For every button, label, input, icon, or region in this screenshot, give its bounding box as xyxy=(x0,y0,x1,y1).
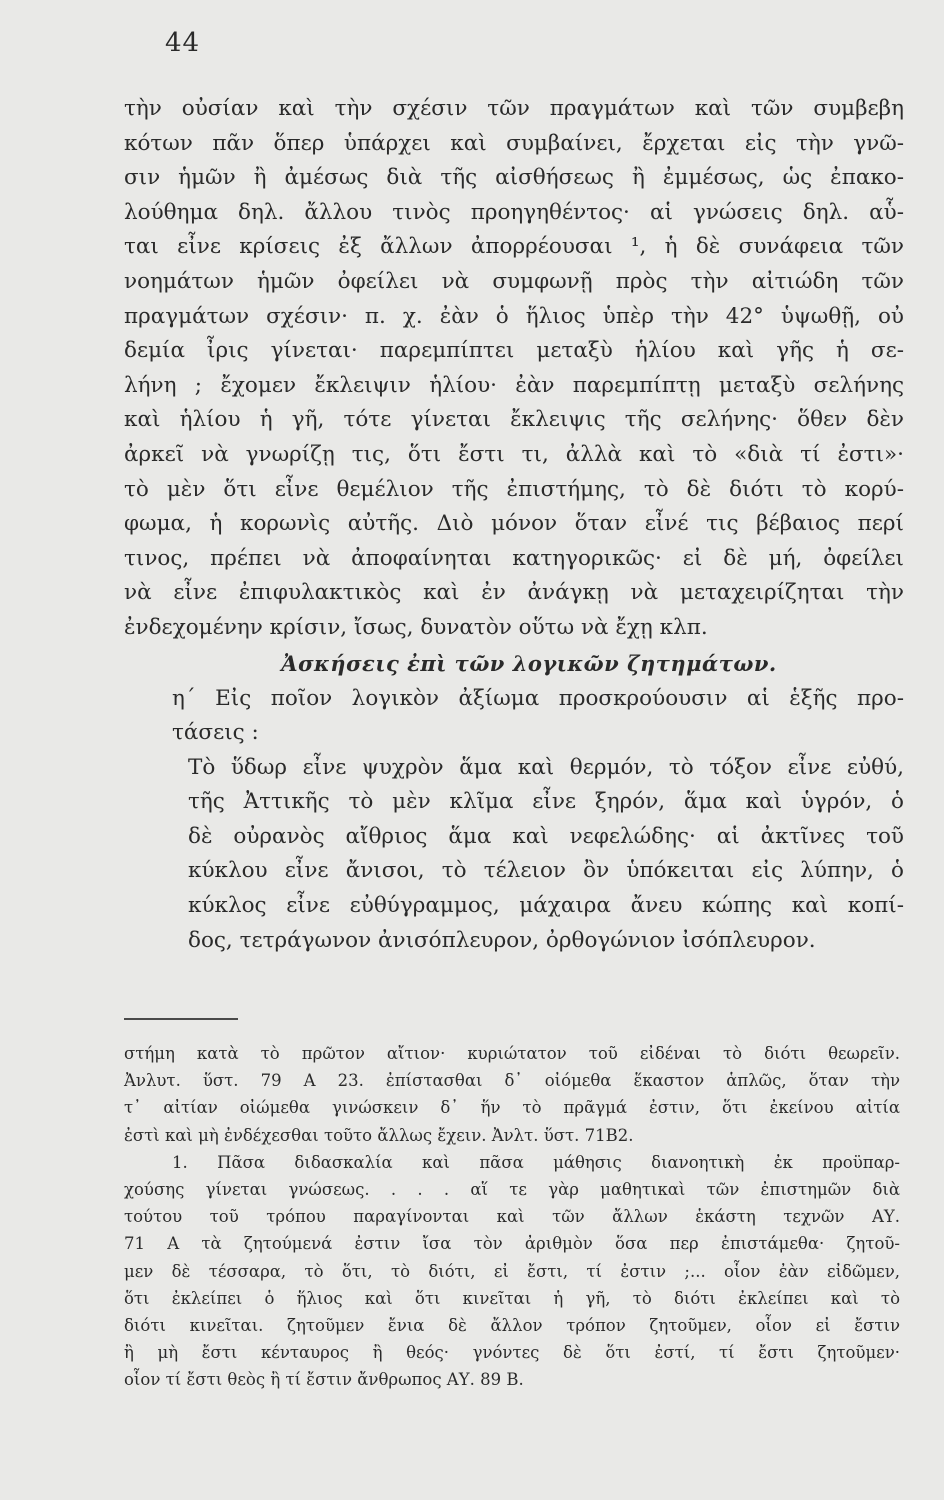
footnote-line: Ἀνλυτ. ὕστ. 79 Α 23. ἐπίστασθαι δ᾽ οἰόμεθα ἕκαστον ἁπλῶς, ὅταν τὴν xyxy=(124,1071,900,1091)
footnote-line: τ᾽ αἰτίαν οἰώμεθα γινώσκειν δ᾽ ἥν τὸ πρᾶγμά ἐστιν, ὅτι ἐκείνου αἰτία xyxy=(124,1098,900,1118)
exercise-intro-line: τάσεις : xyxy=(172,720,259,746)
footnote-line: ἢ μὴ ἔστι κένταυρος ἢ θεός· γνόντες δὲ ὅτι ἐστί, τί ἔστι ζητοῦμεν· xyxy=(124,1343,900,1363)
text-line: νοημάτων ἡμῶν ὀφείλει νὰ συμφωνῇ πρὸς τὴν αἰτιώδη τῶν xyxy=(124,268,904,294)
footnote-line: μεν δὲ τέσσαρα, τὸ ὅτι, τὸ διότι, εἰ ἔστι, τί ἐστιν ;... οἷον ἐὰν εἰδῶμεν, xyxy=(124,1261,900,1281)
footnote-line: 1. Πᾶσα διδασκαλία καὶ πᾶσα μάθησις διανοητικὴ ἐκ προϋπαρ- xyxy=(172,1152,900,1172)
footnote-line: ἐστὶ καὶ μὴ ἐνδέχεσθαι τοῦτο ἄλλως ἔχειν. Ἀνλτ. ὕστ. 71Β2. xyxy=(124,1125,634,1145)
exercise-intro-line: η´ Εἰς ποῖον λογικὸν ἀξίωμα προσκρούουσιν αἱ ἑξῆς προ- xyxy=(172,685,904,711)
text-line: τὴν οὐσίαν καὶ τὴν σχέσιν τῶν πραγμάτων καὶ τῶν συμβεβη xyxy=(124,96,904,121)
text-line: ἐνδεχομένην κρίσιν, ἴσως, δυνατὸν οὕτω νὰ ἔχῃ κλπ. xyxy=(124,614,708,640)
text-line: λούθημα δηλ. ἄλλου τινὸς προηγηθέντος· αἱ γνώσεις δηλ. αὗ- xyxy=(124,199,904,225)
text-line: τινος, πρέπει νὰ ἀποφαίνηται κατηγορικῶς· εἰ δὲ μή, ὀφείλει xyxy=(124,545,904,571)
footnote-line: διότι κινεῖται. ζητοῦμεν ἔνια δὲ ἄλλον τρόπον ζητοῦμεν, οἷον εἰ ἔστιν xyxy=(124,1315,900,1335)
footnotes xyxy=(124,1040,900,1393)
main-text xyxy=(124,92,904,958)
text-line: πραγμάτων σχέσιν· π. χ. ἐὰν ὁ ἥλιος ὑπὲρ τὴν 42° ὑψωθῇ, οὐ xyxy=(124,303,904,329)
footnote-line: οἷον τί ἔστι θεὸς ἢ τί ἔστιν ἄνθρωπος ΑΥ. 89 Β. xyxy=(124,1370,524,1390)
footnote-line: 71 Α τὰ ζητούμενά ἐστιν ἴσα τὸν ἀριθμὸν ὅσα περ ἐπιστάμεθα· ζητοῦ- xyxy=(124,1234,900,1254)
text-line: κότων πᾶν ὅπερ ὑπάρχει καὶ συμβαίνει, ἔρχεται εἰς τὴν γνῶ- xyxy=(124,130,904,156)
text-line: φωμα, ἡ κορωνὶς αὐτῆς. Διὸ μόνον ὅταν εἶνέ τις βέβαιος περί xyxy=(124,511,904,537)
exercise-line: δος, τετράγωνον ἀνισόπλευρον, ὀρθογώνιον ἰσόπλευρον. xyxy=(188,927,816,953)
section-heading: Ἀσκήσεις ἐπὶ τῶν λογικῶν ζητημάτων. xyxy=(281,650,777,676)
text-line: καὶ ἡλίου ἡ γῆ, τότε γίνεται ἔκλειψις τῆς σελήνης· ὅθεν δὲν xyxy=(124,407,904,433)
text-line: τὸ μὲν ὅτι εἶνε θεμέλιον τῆς ἐπιστήμης, τὸ δὲ διότι τὸ κορύ- xyxy=(124,476,904,502)
exercise-line: κύκλου εἶνε ἄνισοι, τὸ τέλειον ὂν ὑπόκειται εἰς λύπην, ὁ xyxy=(188,858,904,884)
text-line: λήνη ; ἔχομεν ἔκλειψιν ἡλίου· ἐὰν παρεμπίπτῃ μεταξὺ σελήνης xyxy=(124,372,904,398)
text-line: δεμία ἶρις γίνεται· παρεμπίπτει μεταξὺ ἡλίου καὶ γῆς ἡ σε- xyxy=(124,338,904,364)
text-line: νὰ εἶνε ἐπιφυλακτικὸς καὶ ἐν ἀνάγκῃ νὰ μεταχειρίζηται τὴν xyxy=(124,580,904,606)
footnote-line: στήμη κατὰ τὸ πρῶτον αἴτιον· κυριώτατον τοῦ εἰδέναι τὸ διότι θεωρεῖν. xyxy=(124,1044,900,1063)
text-line: ἀρκεῖ νὰ γνωρίζῃ τις, ὅτι ἔστι τι, ἀλλὰ καὶ τὸ «διὰ τί ἐστι»· xyxy=(124,441,904,467)
exercise-line: Τὸ ὕδωρ εἶνε ψυχρὸν ἅμα καὶ θερμόν, τὸ τόξον εἶνε εὐθύ, xyxy=(188,754,904,780)
exercise-line: δὲ οὐρανὸς αἴθριος ἅμα καὶ νεφελώδης· αἱ ἀκτῖνες τοῦ xyxy=(188,823,904,849)
footnote-line: τούτου τοῦ τρόπου παραγίνονται καὶ τῶν ἄλλων ἑκάστη τεχνῶν ΑΥ. xyxy=(124,1207,900,1227)
text-line: ται εἶνε κρίσεις ἐξ ἄλλων ἀπορρέουσαι ¹, ἡ δὲ συνάφεια τῶν xyxy=(124,234,904,260)
text-line: σιν ἡμῶν ἢ ἀμέσως διὰ τῆς αἰσθήσεως ἢ ἐμμέσως, ὡς ἐπακο- xyxy=(124,165,904,191)
footnote-divider xyxy=(124,1018,238,1020)
footnote-line: χούσης γίνεται γνώσεως. . . . αἵ τε γὰρ μαθητικαὶ τῶν ἐπιστημῶν διὰ xyxy=(124,1179,900,1199)
exercise-line: τῆς Ἀττικῆς τὸ μὲν κλῖμα εἶνε ξηρόν, ἅμα καὶ ὑγρόν, ὁ xyxy=(188,789,904,815)
footnote-line: ὅτι ἐκλείπει ὁ ἥλιος καὶ ὅτι κινεῖται ἡ γῆ, τὸ διότι ἐκλείπει καὶ τὸ xyxy=(124,1288,900,1308)
exercise-line: κύκλος εἶνε εὐθύγραμμος, μάχαιρα ἄνευ κώπης καὶ κοπί- xyxy=(188,893,904,919)
page-number: 44 xyxy=(165,28,201,58)
